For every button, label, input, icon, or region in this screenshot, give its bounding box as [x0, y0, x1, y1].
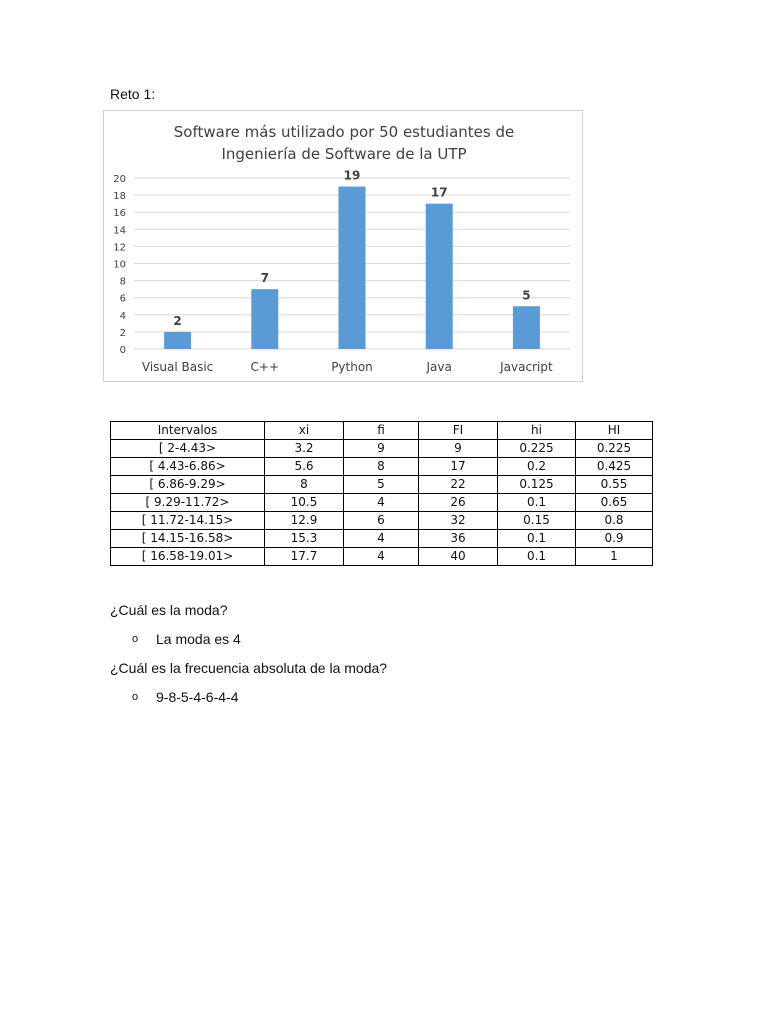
cell-FI: 40	[419, 548, 498, 566]
cell-FI: 17	[419, 458, 498, 476]
header-hi: hi	[498, 422, 576, 440]
cell-hi: 0.2	[498, 458, 576, 476]
chart-title-line-1: Software más utilizado por 50 estudiantes de	[173, 123, 515, 141]
cell-hi: 0.125	[498, 476, 576, 494]
cell-xi: 17.7	[265, 548, 344, 566]
cell-hi: 0.15	[498, 512, 576, 530]
cell-xi: 15.3	[265, 530, 344, 548]
answer-moda	[110, 629, 387, 658]
y-tick-label-2: 2	[119, 327, 126, 339]
answer-frecuencia	[110, 687, 387, 716]
bar-4	[513, 306, 540, 349]
question-frecuencia: ¿Cuál es la frecuencia absoluta de la moda?	[110, 660, 388, 676]
cell-fi: 9	[344, 440, 419, 458]
header-fi: fi	[344, 422, 419, 440]
cell-hi: 0.225	[498, 440, 576, 458]
cell-HI: 0.9	[576, 530, 653, 548]
cell-fi: 8	[344, 458, 419, 476]
cell-hi: 0.1	[498, 530, 576, 548]
frequency-table	[110, 421, 653, 566]
chart-y-ticks	[113, 174, 126, 356]
cell-fi: 4	[344, 494, 419, 512]
bar-0	[164, 332, 191, 349]
table-row	[111, 530, 653, 548]
cell-intervalo: [ 4.43-6.86>	[111, 458, 265, 476]
bar-chart	[103, 110, 583, 382]
cell-fi: 4	[344, 530, 419, 548]
y-tick-label-16: 16	[113, 208, 126, 220]
header-FI: FI	[419, 422, 498, 440]
answer-moda-text: La moda es 4	[156, 631, 241, 647]
cell-fi: 6	[344, 512, 419, 530]
cell-FI: 32	[419, 512, 498, 530]
data-label-4: 5	[522, 288, 531, 303]
cell-FI: 9	[419, 440, 498, 458]
table-row	[111, 494, 653, 512]
questions-section	[110, 600, 387, 716]
bullet-icon: o	[132, 691, 139, 703]
table-row	[111, 440, 653, 458]
cell-FI: 36	[419, 530, 498, 548]
bar-1	[251, 289, 278, 349]
cell-xi: 8	[265, 476, 344, 494]
cell-fi: 4	[344, 548, 419, 566]
y-tick-label-8: 8	[119, 276, 126, 288]
y-tick-label-20: 20	[113, 174, 126, 185]
cell-intervalo: [ 11.72-14.15>	[111, 512, 265, 530]
y-tick-label-6: 6	[119, 293, 126, 305]
cell-HI: 0.8	[576, 512, 653, 530]
cell-HI: 0.55	[576, 476, 653, 494]
bar-3	[426, 204, 453, 349]
cell-xi: 3.2	[265, 440, 344, 458]
cell-xi: 12.9	[265, 512, 344, 530]
y-tick-label-0: 0	[119, 345, 126, 356]
cell-intervalo: [ 6.86-9.29>	[111, 476, 265, 494]
y-tick-label-14: 14	[113, 225, 126, 237]
y-tick-label-4: 4	[119, 310, 126, 322]
bullet-icon: o	[132, 633, 139, 645]
category-label-0: Visual Basic	[141, 360, 214, 374]
y-tick-label-18: 18	[113, 191, 126, 203]
cell-hi: 0.1	[498, 494, 576, 512]
cell-HI: 0.225	[576, 440, 653, 458]
table-row	[111, 548, 653, 566]
data-label-1: 7	[260, 271, 269, 286]
cell-intervalo: [ 14.15-16.58>	[111, 530, 265, 548]
y-tick-label-12: 12	[113, 242, 126, 254]
cell-xi: 10.5	[265, 494, 344, 512]
category-label-2: Python	[331, 360, 373, 374]
page-heading: Reto 1:	[110, 86, 156, 102]
bar-2	[339, 187, 366, 349]
cell-HI: 1	[576, 548, 653, 566]
table-row	[111, 512, 653, 530]
table-header-row	[111, 422, 653, 440]
cell-intervalo: [ 16.58-19.01>	[111, 548, 265, 566]
table-row	[111, 476, 653, 494]
cell-HI: 0.425	[576, 458, 653, 476]
cell-hi: 0.1	[498, 548, 576, 566]
cell-xi: 5.6	[265, 458, 344, 476]
cell-HI: 0.65	[576, 494, 653, 512]
cell-fi: 5	[344, 476, 419, 494]
header-HI: HI	[576, 422, 653, 440]
question-moda: ¿Cuál es la moda?	[110, 602, 228, 618]
y-tick-label-10: 10	[113, 259, 126, 271]
category-label-3: Java	[426, 360, 452, 374]
cell-intervalo: [ 9.29-11.72>	[111, 494, 265, 512]
data-label-0: 2	[173, 313, 182, 328]
chart-bars	[164, 187, 540, 349]
cell-intervalo: [ 2-4.43>	[111, 440, 265, 458]
data-label-2: 19	[343, 168, 361, 183]
cell-FI: 22	[419, 476, 498, 494]
data-label-3: 17	[430, 185, 448, 200]
header-intervalos: Intervalos	[111, 422, 265, 440]
answer-frecuencia-text: 9-8-5-4-6-4-4	[156, 689, 239, 705]
chart-svg	[104, 111, 582, 381]
header-xi: xi	[265, 422, 344, 440]
chart-title-line-2: Ingeniería de Software de la UTP	[221, 145, 467, 163]
category-label-1: C++	[250, 360, 280, 374]
cell-FI: 26	[419, 494, 498, 512]
chart-category-labels	[142, 360, 553, 374]
table-row	[111, 458, 653, 476]
category-label-4: Javacript	[500, 360, 553, 374]
